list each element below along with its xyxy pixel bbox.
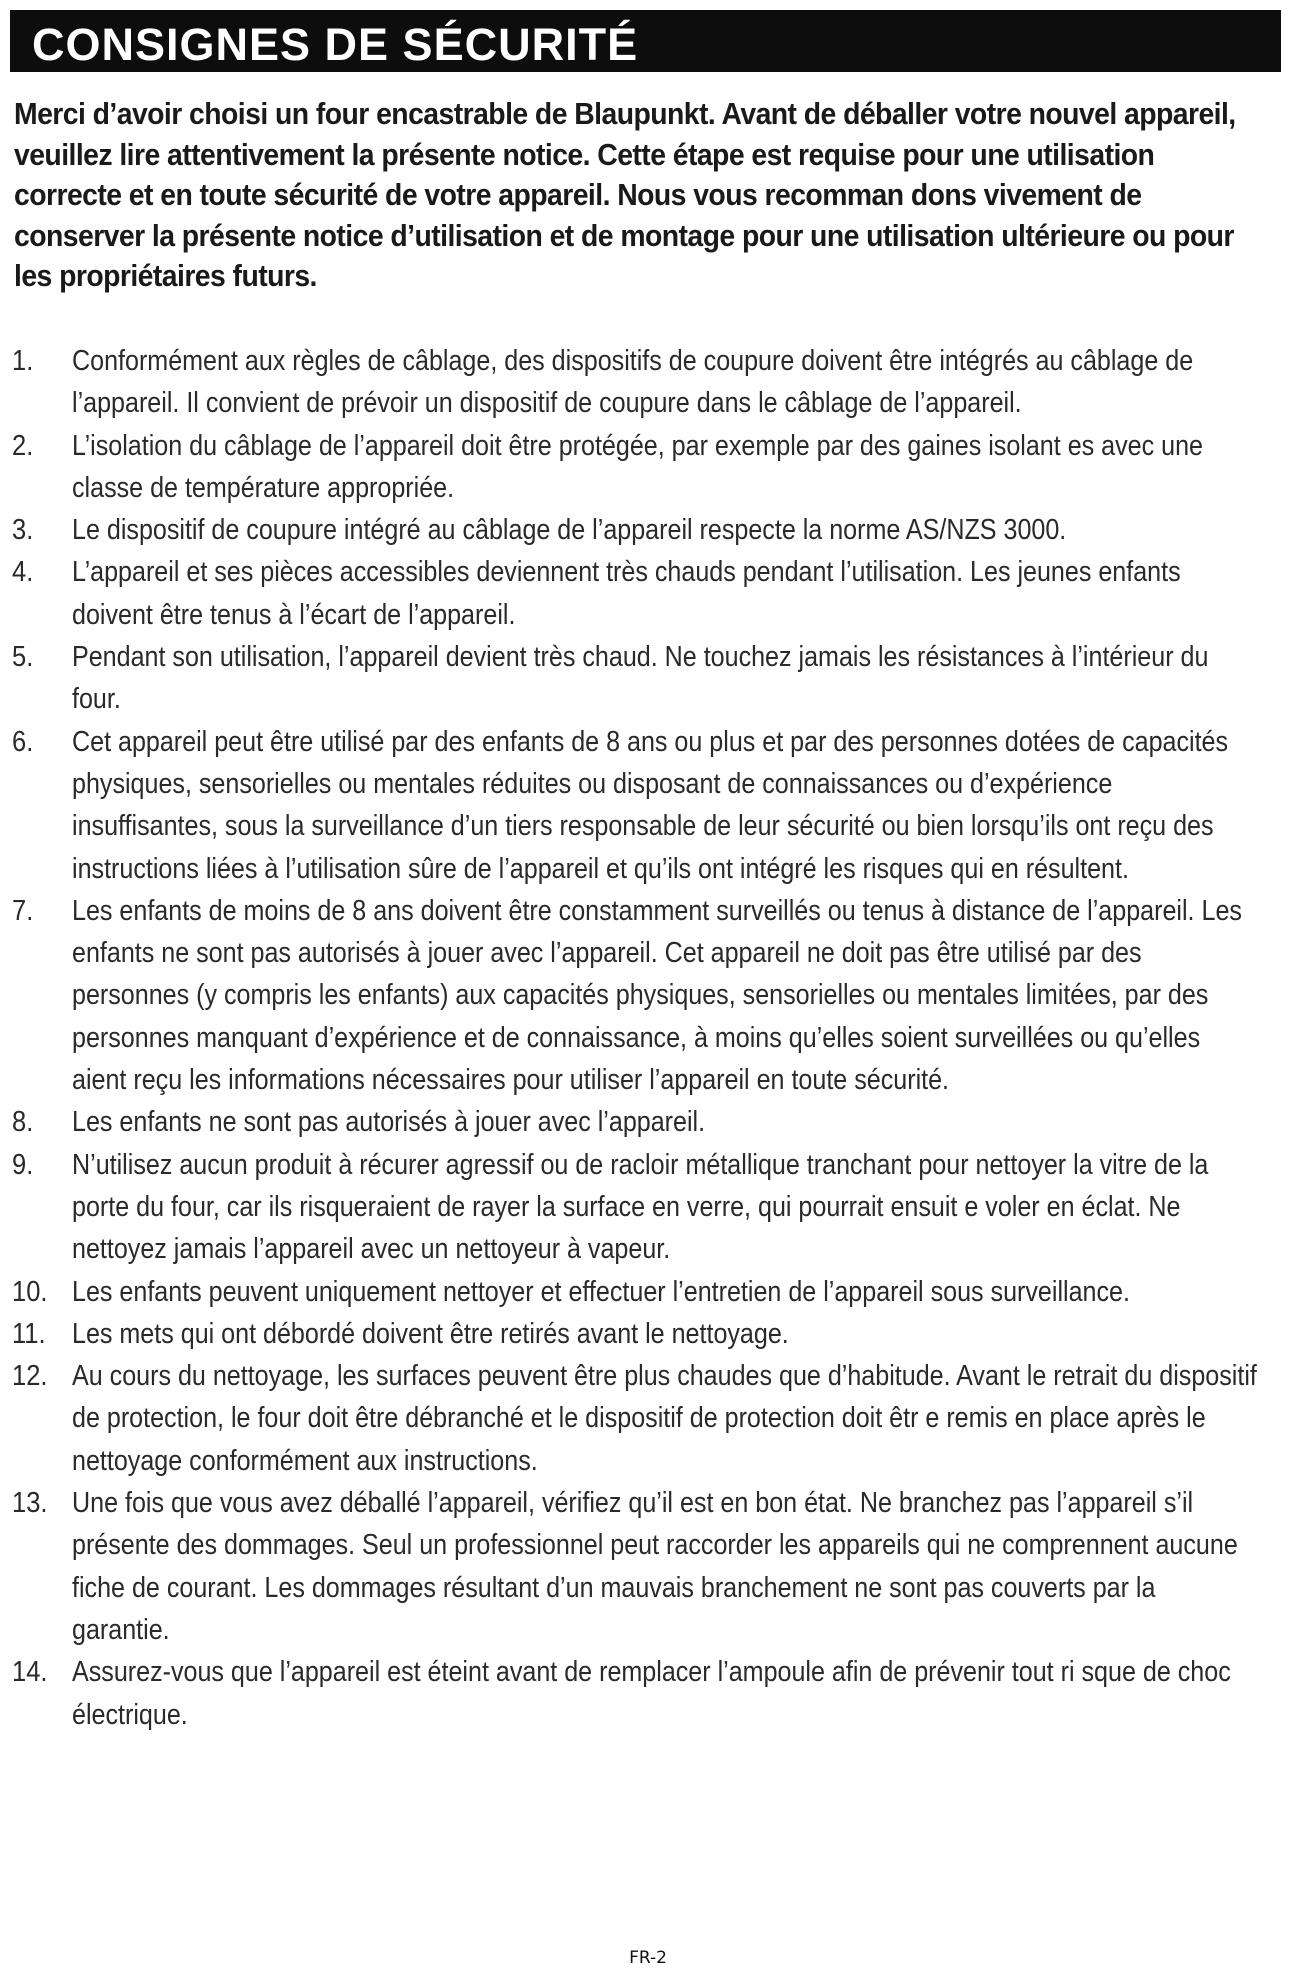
list-item-text: Au cours du nettoyage, les surfaces peuvent être plus chaudes que d’habitude. Avant le retrait du dispositif de protection, le four doit être débranché et le dispositif de protection doit êtr e remis en place après le nettoyage conformément aux instructions.	[72, 1360, 1257, 1477]
list-item-number: 12.	[12, 1360, 48, 1393]
list-item-text: Le dispositif de coupure intégré au câblage de l’appareil respecte la norme AS/NZS 3000.	[72, 514, 1067, 547]
list-item-number: 14.	[12, 1656, 48, 1689]
list-item	[0, 425, 1291, 510]
list-item-text: Une fois que vous avez déballé l’appareil, vérifiez qu’il est en bon état. Ne branchez pas l’appareil s’il présente des dommages. Seul un professionnel peut raccorder les appareils qui ne comprennent aucune fiche de courant. Les dommages résultant d’un mauvais branchement ne sont pas couverts par la garantie.	[72, 1487, 1238, 1646]
list-item-text: L’isolation du câblage de l’appareil doit être protégée, par exemple par des gaines isolant es avec une classe de température appropriée.	[72, 429, 1203, 504]
list-item	[0, 1313, 1291, 1355]
list-item	[0, 1144, 1291, 1271]
list-item	[0, 509, 1291, 551]
list-item-number: 13.	[12, 1487, 48, 1520]
list-item-text: L’appareil et ses pièces accessibles deviennent très chauds pendant l’utilisation. Les jeunes enfants doivent être tenus à l’écart de l’appareil.	[72, 556, 1181, 631]
page-footer	[0, 1948, 1291, 1968]
list-item-text: Les enfants ne sont pas autorisés à jouer avec l’appareil.	[72, 1106, 706, 1139]
list-item-number: 1.	[12, 345, 34, 377]
list-item-number: 3.	[12, 514, 34, 547]
list-item-number: 11.	[12, 1317, 46, 1350]
list-item-text: Les mets qui ont débordé doivent être retirés avant le nettoyage.	[72, 1317, 789, 1350]
section-title-bar	[10, 10, 1281, 72]
list-item-text: Les enfants de moins de 8 ans doivent être constamment surveillés ou tenus à distance de l’appareil. Les enfants ne sont pas autorisés à jouer avec l’appareil. Cet appareil ne doit pas être utilisé par des personnes (y compris les enfants) aux capacités physiques, sensorielles ou mentales limitées, par des personnes manquant d’expérience et de connaissance, à moins qu’elles soient surveillées ou qu’elles aient reçu les informations nécessaires pour utiliser l’appareil en toute sécurité.	[72, 894, 1242, 1097]
section-title: CONSIGNES DE SÉCURITÉ	[32, 19, 639, 70]
list-item-text: Les enfants peuvent uniquement nettoyer et effectuer l’entretien de l’appareil sous surveillance.	[72, 1275, 1130, 1308]
list-item	[0, 1651, 1291, 1736]
list-item-number: 4.	[12, 556, 34, 589]
list-item-text: N’utilisez aucun produit à récurer agressif ou de racloir métallique tranchant pour nettoyer la vitre de la porte du four, car ils risqueraient de rayer la surface en verre, qui pourrait ensuit e voler en éclat. Ne nettoyez jamais l’appareil avec un nettoyeur à vapeur.	[72, 1148, 1209, 1266]
list-item-number: 10.	[12, 1275, 48, 1308]
list-item	[0, 721, 1291, 890]
list-item	[0, 551, 1291, 636]
intro-paragraph: Merci d’avoir choisi un four encastrable de Blaupunkt. Avant de déballer votre nouvel appareil, veuillez lire attentivement la présente notice. Cette étape est requise pour une utilisation correcte et en toute sécurité de votre appareil. Nous vous recomman dons vivement de conserver la présente notice d’utilisation et de montage pour une utilisation ultérieure ou pour les propriétaires futurs.	[14, 97, 1236, 293]
list-item-text: Pendant son utilisation, l’appareil devient très chaud. Ne touchez jamais les résistances à l’intérieur du four.	[72, 641, 1209, 716]
list-item	[0, 1101, 1291, 1143]
list-item-text: Conformément aux règles de câblage, des dispositifs de coupure doivent être intégrés au câblage de l’appareil. Il convient de prévoir un dispositif de coupure dans le câblage de l’appareil.	[72, 345, 1194, 420]
list-item	[0, 1355, 1291, 1482]
list-item	[0, 1482, 1291, 1651]
list-item-number: 5.	[12, 641, 34, 674]
list-item-number: 8.	[12, 1106, 34, 1139]
list-item-number: 2.	[12, 429, 34, 462]
list-item-text: Assurez-vous que l’appareil est éteint avant de remplacer l’ampoule afin de prévenir tout ri sque de choc électrique.	[72, 1656, 1231, 1731]
list-item-number: 6.	[12, 725, 34, 758]
safety-instructions-list	[0, 340, 1291, 1736]
list-item-number: 9.	[12, 1148, 34, 1181]
list-item	[0, 1271, 1291, 1313]
page-number: FR-2	[629, 1948, 667, 1968]
list-item	[0, 340, 1291, 425]
list-item	[0, 890, 1291, 1101]
list-item-number: 7.	[12, 894, 34, 927]
list-item	[0, 636, 1291, 721]
list-item-text: Cet appareil peut être utilisé par des enfants de 8 ans ou plus et par des personnes dotées de capacités physiques, sensorielles ou mentales réduites ou disposant de connaissances ou d’expérience insuffisantes, sous la surveillance d’un tiers responsable de leur sécurité ou bien lorsqu’ils ont reçu des instructions liées à l’utilisation sûre de l’appareil et qu’ils ont intégré les risques qui en résultent.	[72, 725, 1229, 885]
